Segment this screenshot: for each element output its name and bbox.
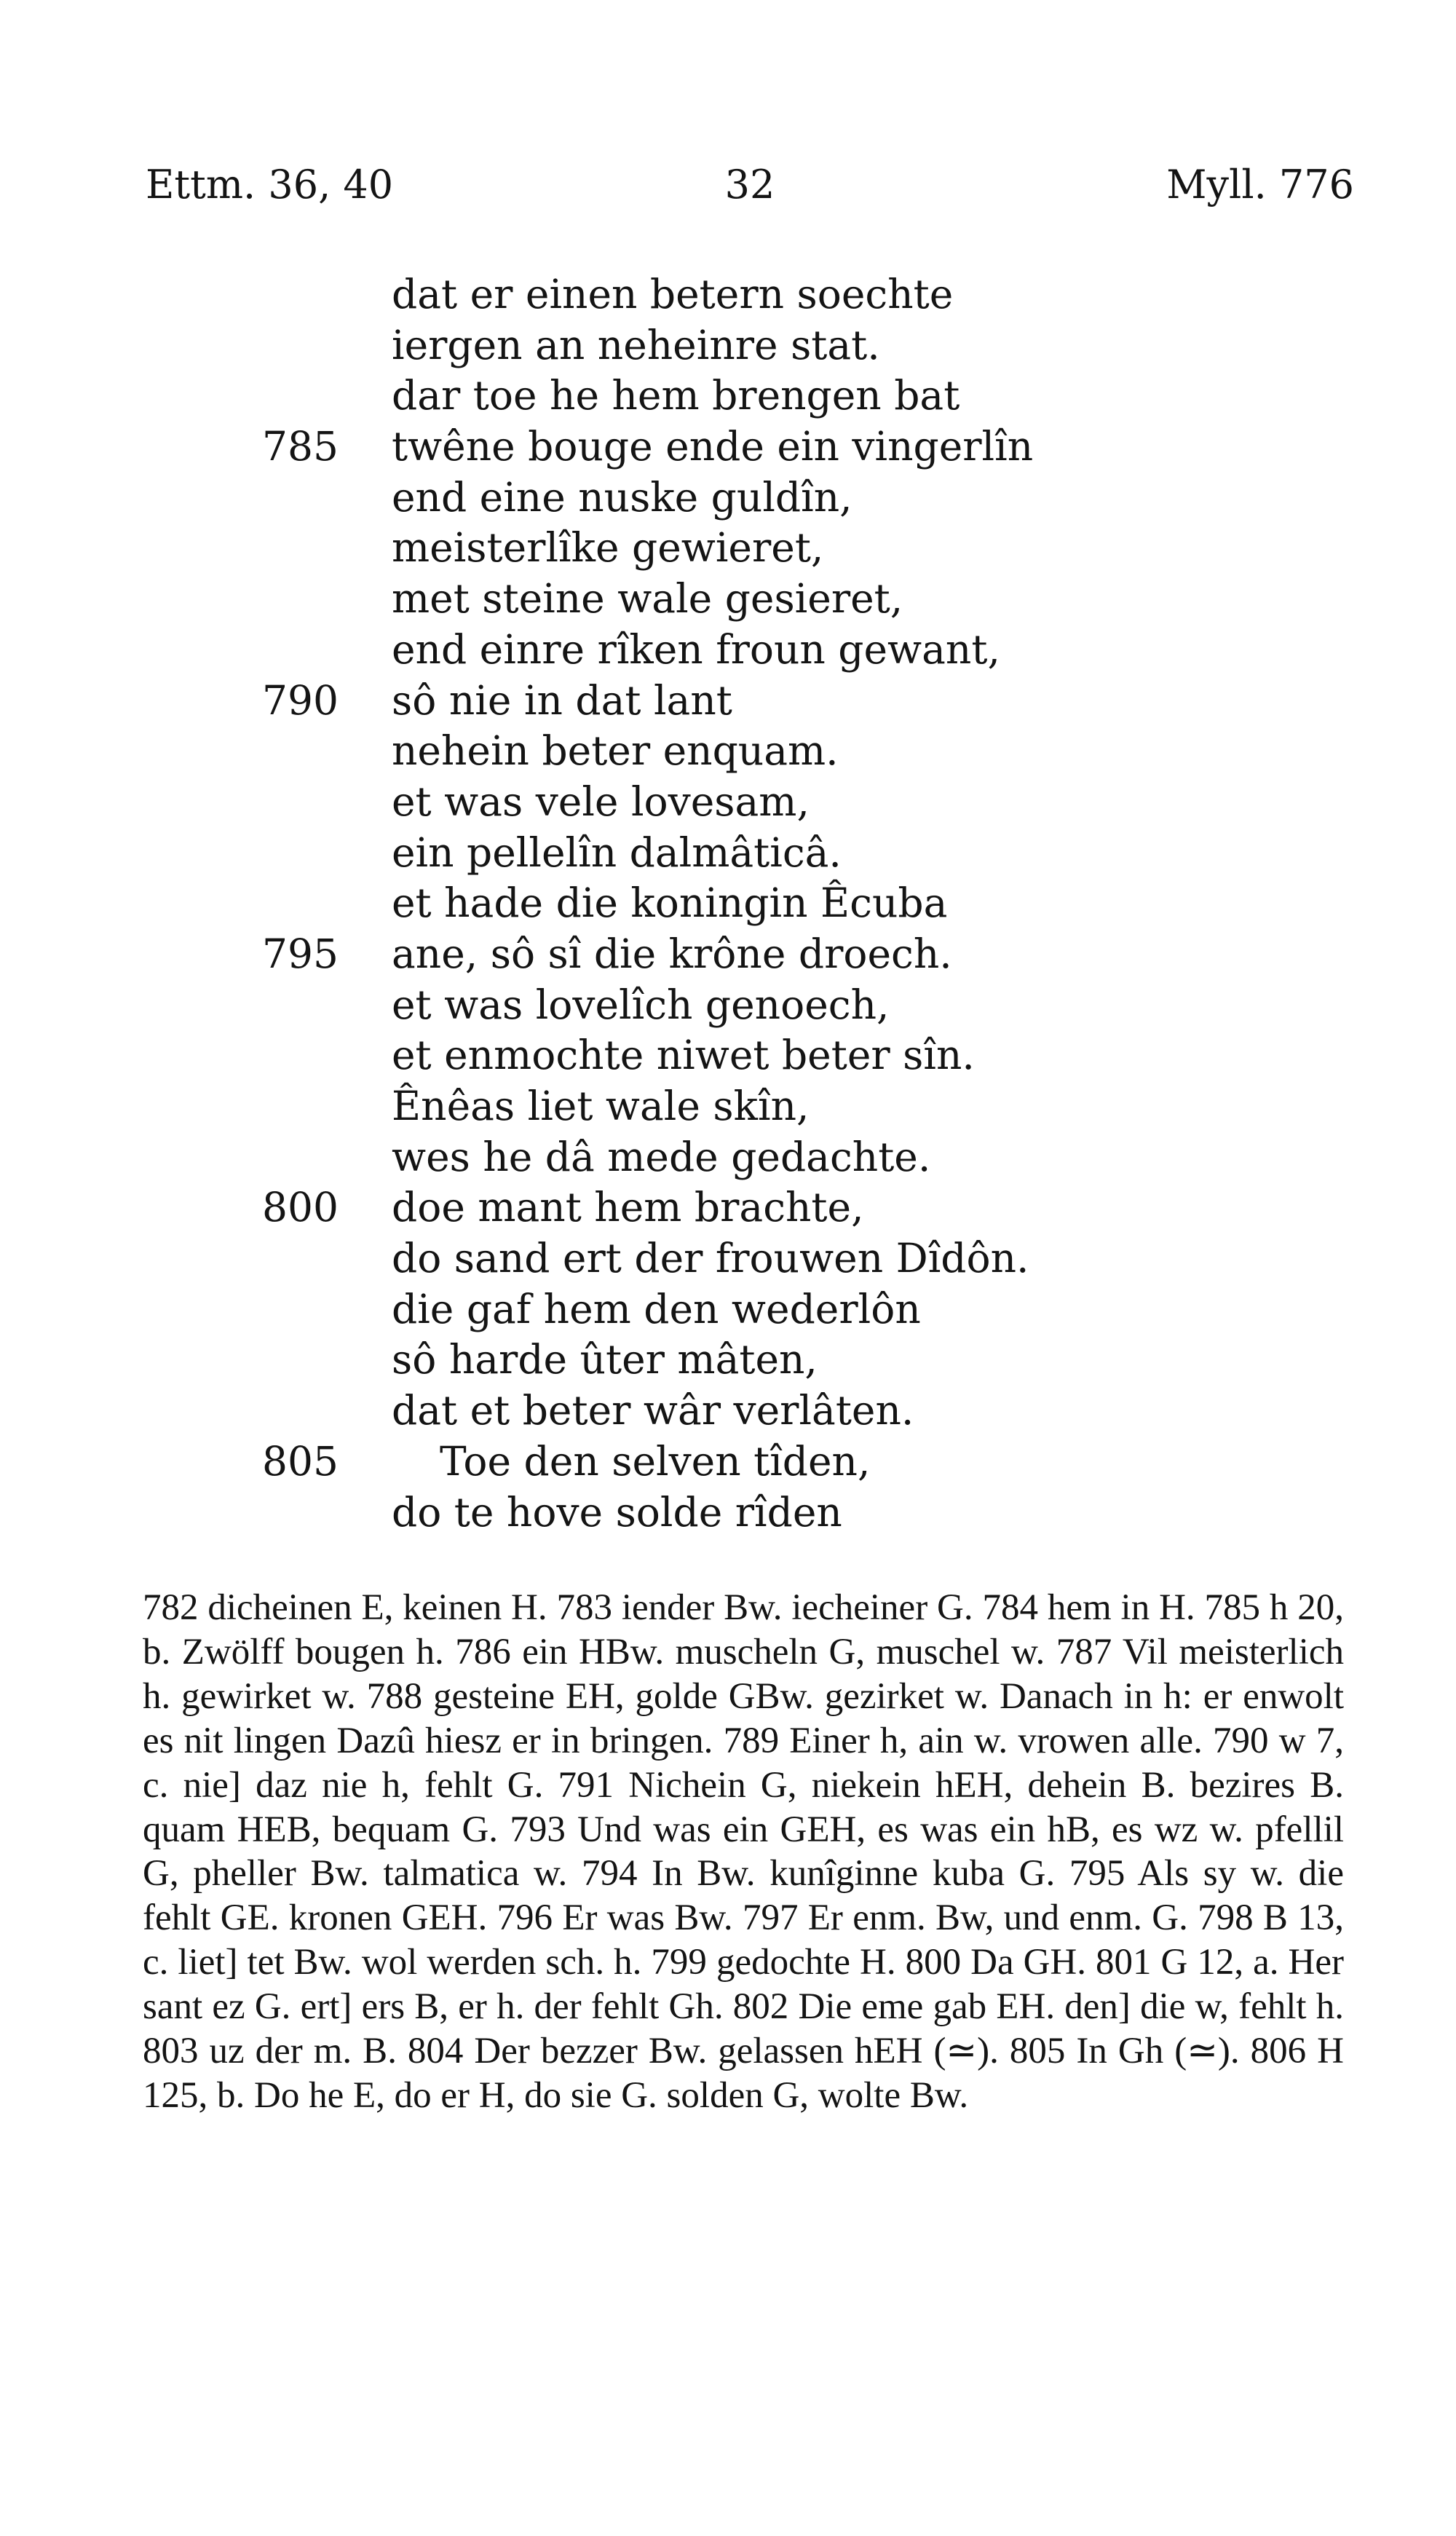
verse-text-line: Toe den selven tîden,: [440, 1437, 871, 1485]
verse-line: [0, 422, 1456, 473]
critical-apparatus: [143, 1586, 1344, 2118]
verse-line: [0, 1335, 1456, 1386]
verse-text-line: sô nie in dat lant: [392, 676, 732, 724]
verse-text-line: et was vele lovesam,: [392, 778, 810, 825]
verse-text-line: do sand ert der frouwen Dîdôn.: [392, 1235, 1029, 1282]
verse-line: [0, 676, 1456, 727]
verse-line: [0, 523, 1456, 574]
verse-line: [0, 1488, 1456, 1538]
line-number: 795: [262, 930, 339, 977]
header-right-reference: Myll. 776: [1166, 162, 1354, 208]
verse-line: [0, 878, 1456, 929]
verse-line: [0, 828, 1456, 879]
verse-line: [0, 574, 1456, 625]
verse-text-line: do te hove solde rîden: [392, 1488, 842, 1536]
line-number: 800: [262, 1184, 339, 1231]
verse-line: [0, 1386, 1456, 1437]
verse-text-line: et hade die koningin Êcuba: [392, 880, 948, 927]
verse-text-line: end eine nuske guldîn,: [392, 473, 852, 521]
verse-text-line: dat er einen betern soechte: [392, 271, 954, 317]
verse-line: [0, 1437, 1456, 1488]
verse-line: [0, 1233, 1456, 1284]
verse-line: [0, 371, 1456, 422]
verse-text-line: meisterlîke gewieret,: [392, 524, 824, 572]
verse-line: [0, 320, 1456, 371]
verse-text-line: ane, sô sî die krône droech.: [392, 930, 952, 977]
verse-text-line: sô harde ûter mâten,: [392, 1336, 818, 1383]
verse-line: [0, 726, 1456, 777]
verse-text-line: ein pellelîn dalmâticâ.: [392, 829, 842, 876]
verse-text-line: et was lovelîch genoech,: [392, 981, 890, 1028]
verse-text-line: Ênêas liet wale skîn,: [392, 1083, 810, 1129]
header-left-reference: Ettm. 36, 40: [146, 162, 394, 208]
page-header: [146, 162, 1354, 213]
verse-line: [0, 269, 1456, 320]
verse-text: [0, 269, 1456, 1538]
verse-line: [0, 1132, 1456, 1183]
verse-text-line: doe mant hem brachte,: [392, 1184, 864, 1231]
verse-text-line: wes he dâ mede gedachte.: [392, 1133, 931, 1180]
verse-line: [0, 777, 1456, 828]
verse-line: [0, 625, 1456, 676]
page-number: 32: [724, 162, 775, 208]
verse-text-line: dar toe he hem brengen bat: [392, 372, 960, 419]
verse-line: [0, 1081, 1456, 1132]
verse-text-line: iergen an neheinre stat.: [392, 321, 880, 368]
line-number: 805: [262, 1437, 339, 1485]
verse-line: [0, 1182, 1456, 1233]
verse-text-line: nehein beter enquam.: [392, 727, 839, 775]
verse-line: [0, 929, 1456, 980]
verse-text-line: die gaf hem den wederlôn: [392, 1285, 921, 1332]
line-number: 790: [262, 676, 339, 724]
verse-text-line: met steine wale gesieret,: [392, 575, 903, 623]
apparatus-notes: 782 dicheinen E, keinen H. 783 iender Bw. iecheiner G. 784 hem in H. 785 h 20, b. Zwölff bougen h. 786 ein HBw. muscheln G, muschel w. 787 Vil meisterlich h. gewirket w. 788 gesteine EH, golde GBw. gezirket w. Danach in h: er enwolt es nit lingen Dazû hiesz er in bringen. 789 Einer h, ain w. vrowen alle. 790 w 7, c. nie] daz nie h, fehlt G. 791 Nichein G, niekein hEH, dehein B. bezires B. quam HEB, bequam G. 793 Und was ein GEH, es was ein hB, es wz w. pfellil G, pheller Bw. talmatica w. 794 In Bw. kunîginne kuba G. 795 Als sy w. die fehlt GE. kronen GEH. 796 Er was Bw. 797 Er enm. Bw, und enm. G. 798 B 13, c. liet] tet Bw. wol werden sch. h. 799 gedochte H. 800 Da GH. 801 G 12, a. Her sant ez G. ert] ers B, er h. der fehlt Gh. 802 Die eme gab EH. den] die w, fehlt h. 803 uz der m. B. 804 Der bezzer Bw. gelassen hEH (≃). 805 In Gh (≃). 806 H 125, b. Do he E, do er H, do sie G. solden G, wolte Bw.: [143, 1587, 1344, 2116]
line-number: 785: [262, 423, 339, 470]
verse-line: [0, 473, 1456, 524]
verse-text-line: dat et beter wâr verlâten.: [392, 1387, 914, 1434]
verse-line: [0, 1284, 1456, 1335]
verse-text-line: end einre rîken froun gewant,: [392, 625, 1000, 673]
verse-text-line: et enmochte niwet beter sîn.: [392, 1032, 975, 1079]
verse-line: [0, 1030, 1456, 1081]
verse-line: [0, 980, 1456, 1031]
verse-text-line: twêne bouge ende ein vingerlîn: [392, 423, 1034, 470]
